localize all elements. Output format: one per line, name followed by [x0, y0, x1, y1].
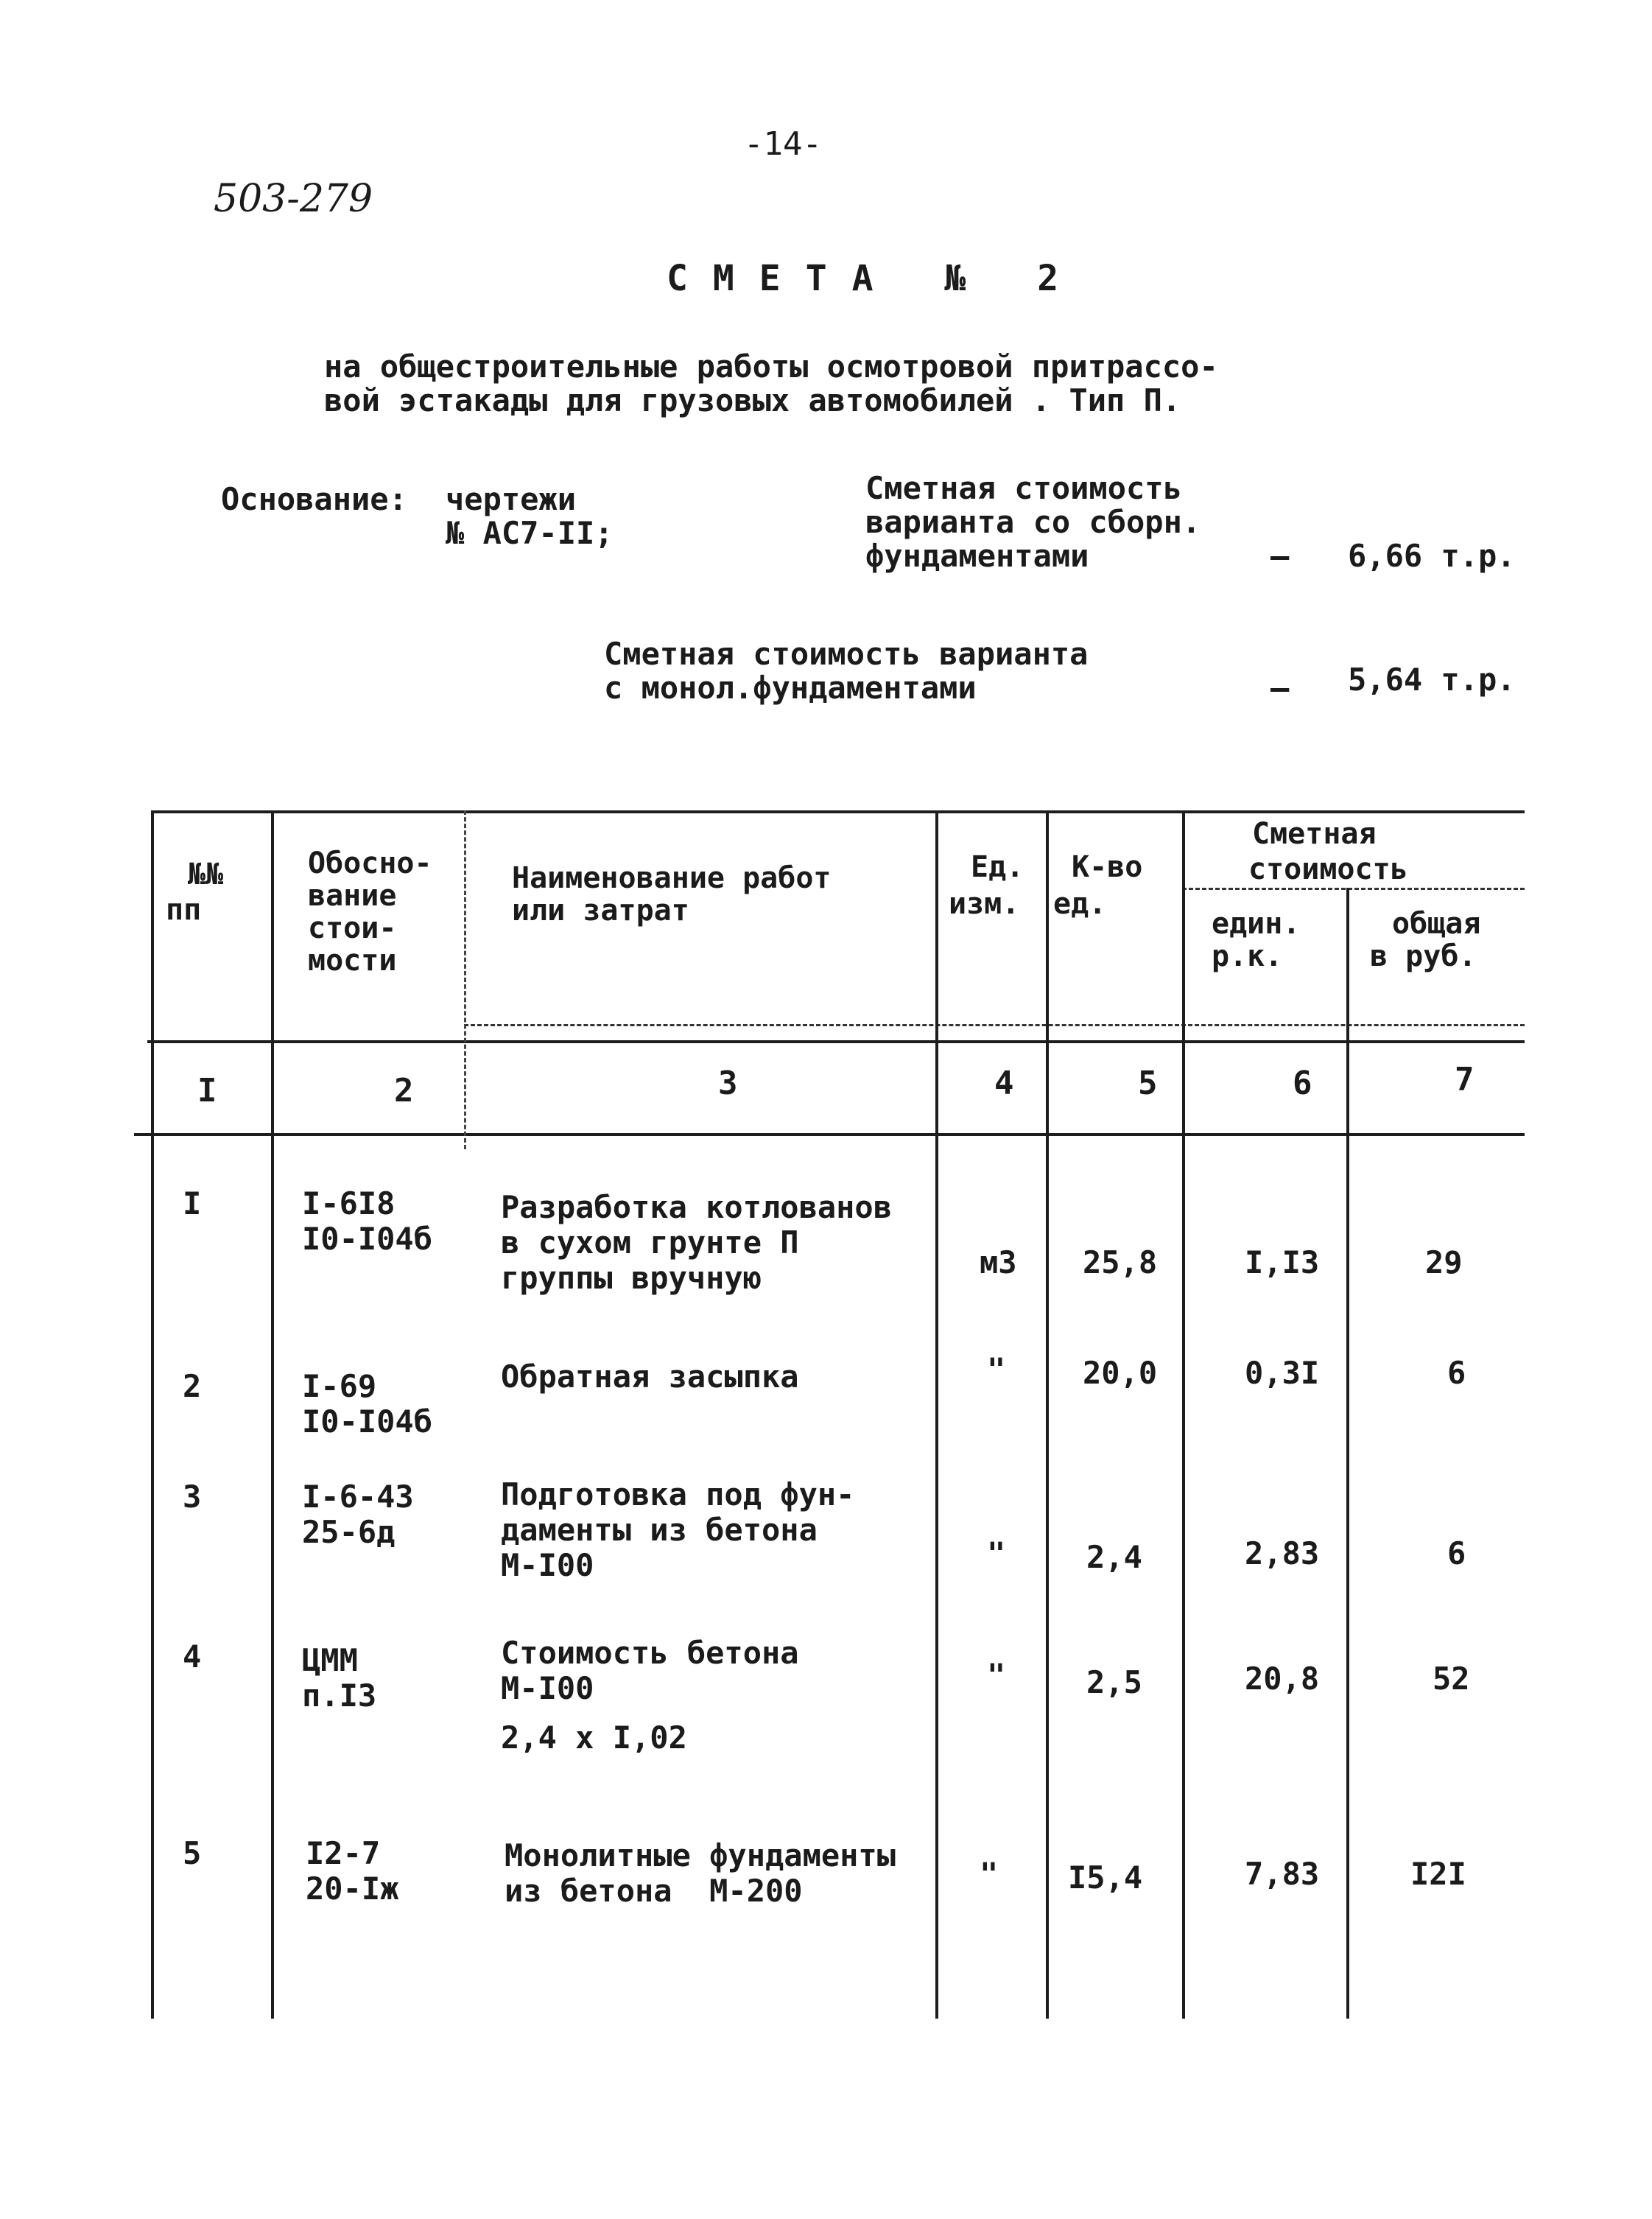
header-col7-line: общая — [1392, 907, 1481, 941]
column-number: 5 — [1138, 1065, 1158, 1102]
column-number: 4 — [994, 1065, 1014, 1102]
header-col2-line: стои- — [308, 911, 397, 945]
row-name-line: 2,4 х I,02 — [501, 1720, 687, 1756]
row-name-line: группы вручную — [501, 1260, 762, 1296]
header-col4-line: Ед. — [971, 850, 1024, 884]
header-col2-line: Обосно- — [308, 846, 432, 880]
row-name-line: М-I00 — [501, 1547, 594, 1583]
row-basis-line: I0-I04б — [302, 1221, 433, 1257]
cost-prefab-dash: – — [1270, 538, 1290, 574]
row-unit-cost: 2,83 — [1245, 1535, 1320, 1571]
row-name-line: М-I00 — [501, 1670, 594, 1706]
group-header-rule — [1182, 888, 1525, 890]
row-name-line: в сухом грунте П — [501, 1224, 799, 1261]
column-divider — [935, 810, 938, 2019]
column-number: 3 — [718, 1065, 738, 1102]
row-number: I — [183, 1185, 202, 1221]
row-basis-line: 25-6д — [302, 1514, 396, 1550]
row-name-line: даменты из бетона — [501, 1512, 818, 1548]
header-col6-line: един. — [1212, 907, 1301, 941]
document-code: 503-279 — [214, 177, 373, 221]
column-number: 2 — [394, 1072, 414, 1110]
cost-monolith-dash: – — [1270, 670, 1290, 706]
row-basis-line: I-69 — [302, 1368, 377, 1404]
row-unit-cost: 0,3I — [1245, 1355, 1320, 1391]
row-quantity: 2,4 — [1086, 1539, 1142, 1575]
row-unit-cost: 7,83 — [1245, 1856, 1320, 1892]
row-name-line: Разработка котлованов — [501, 1189, 893, 1225]
row-name-line: Подготовка под фун- — [501, 1476, 855, 1512]
header-group-line: стоимость — [1248, 852, 1408, 886]
row-total: 52 — [1433, 1661, 1470, 1697]
row-quantity: 25,8 — [1083, 1244, 1158, 1280]
row-basis-line: ЦММ — [302, 1642, 358, 1678]
cost-prefab-line: варианта со сборн. — [865, 504, 1201, 540]
row-unit: м3 — [980, 1244, 1017, 1280]
header-col2-line: мости — [308, 944, 397, 978]
header-bottom-dash — [464, 1024, 1525, 1026]
table-left-border — [151, 810, 154, 2019]
row-unit: " — [987, 1657, 1006, 1693]
row-number: 2 — [183, 1368, 202, 1404]
header-rule — [147, 1040, 1525, 1043]
column-numbers-rule — [134, 1133, 1525, 1136]
row-basis-line: I-6-43 — [302, 1479, 414, 1515]
table-top-rule — [151, 810, 1525, 813]
header-col4-line: изм. — [949, 887, 1020, 921]
row-total: 29 — [1425, 1244, 1463, 1280]
header-col5-line: К-во — [1072, 850, 1143, 884]
column-number: 6 — [1293, 1065, 1312, 1102]
subtitle-line: вой эстакады для грузовых автомобилей . Тип П. — [324, 382, 1181, 418]
row-quantity: I5,4 — [1068, 1859, 1143, 1896]
header-col1-line: №№ — [188, 858, 224, 891]
column-divider — [1346, 888, 1349, 2019]
basis-label: Основание: — [221, 481, 407, 517]
cost-prefab-line: Сметная стоимость — [865, 470, 1182, 506]
row-total: I2I — [1410, 1856, 1466, 1892]
row-total: 6 — [1447, 1355, 1466, 1391]
cost-monolith-line: Сметная стоимость варианта — [604, 636, 1089, 672]
row-basis-line: I-6I8 — [302, 1185, 396, 1221]
column-divider — [1046, 810, 1049, 2019]
row-unit: " — [980, 1856, 999, 1892]
column-divider — [464, 810, 466, 1149]
column-divider — [271, 810, 274, 2019]
header-col2-line: вание — [308, 879, 397, 913]
row-basis-line: I2-7 — [306, 1835, 381, 1871]
row-number: 4 — [183, 1638, 202, 1675]
row-total: 6 — [1447, 1535, 1466, 1571]
header-col5-line: ед. — [1053, 887, 1107, 921]
row-unit: " — [987, 1351, 1006, 1387]
row-number: 3 — [183, 1479, 202, 1515]
row-unit-cost: 20,8 — [1245, 1661, 1320, 1697]
header-col3-line: или затрат — [512, 894, 689, 928]
row-basis-line: п.I3 — [302, 1678, 377, 1714]
header-group-line: Сметная — [1252, 817, 1377, 851]
row-name-line: из бетона М-200 — [505, 1873, 803, 1909]
row-basis-line: 20-Iж — [306, 1871, 399, 1907]
header-col3-line: Наименование работ — [512, 861, 832, 895]
row-name-line: Обратная засыпка — [501, 1359, 799, 1395]
cost-monolith-line: с монол.фундаментами — [604, 670, 977, 706]
page-number: -14- — [744, 125, 822, 163]
row-basis-line: I0-I04б — [302, 1403, 433, 1440]
header-col1-line: пп — [166, 893, 202, 927]
row-name-line: Стоимость бетона — [501, 1635, 799, 1671]
row-unit: " — [987, 1535, 1006, 1571]
cost-prefab-value: 6,66 т.р. — [1348, 538, 1516, 574]
cost-monolith-value: 5,64 т.р. — [1348, 662, 1516, 698]
row-unit-cost: I,I3 — [1245, 1244, 1320, 1280]
subtitle-line: на общестроительные работы осмотровой притрассо- — [324, 348, 1218, 385]
basis-line: № АС7-II; — [446, 515, 614, 551]
header-col6-line: р.к. — [1212, 939, 1283, 973]
document-title: СМЕТА № 2 — [667, 258, 1084, 299]
column-number: I — [197, 1072, 217, 1110]
row-name-line: Монолитные фундаменты — [505, 1837, 896, 1873]
row-quantity: 2,5 — [1086, 1664, 1142, 1700]
column-divider — [1182, 810, 1185, 2019]
row-number: 5 — [183, 1835, 202, 1871]
row-quantity: 20,0 — [1083, 1355, 1158, 1391]
cost-prefab-line: фундаментами — [865, 538, 1089, 574]
basis-line: чертежи — [446, 481, 577, 517]
header-col7-line: в руб. — [1370, 939, 1477, 973]
column-number: 7 — [1455, 1061, 1475, 1098]
